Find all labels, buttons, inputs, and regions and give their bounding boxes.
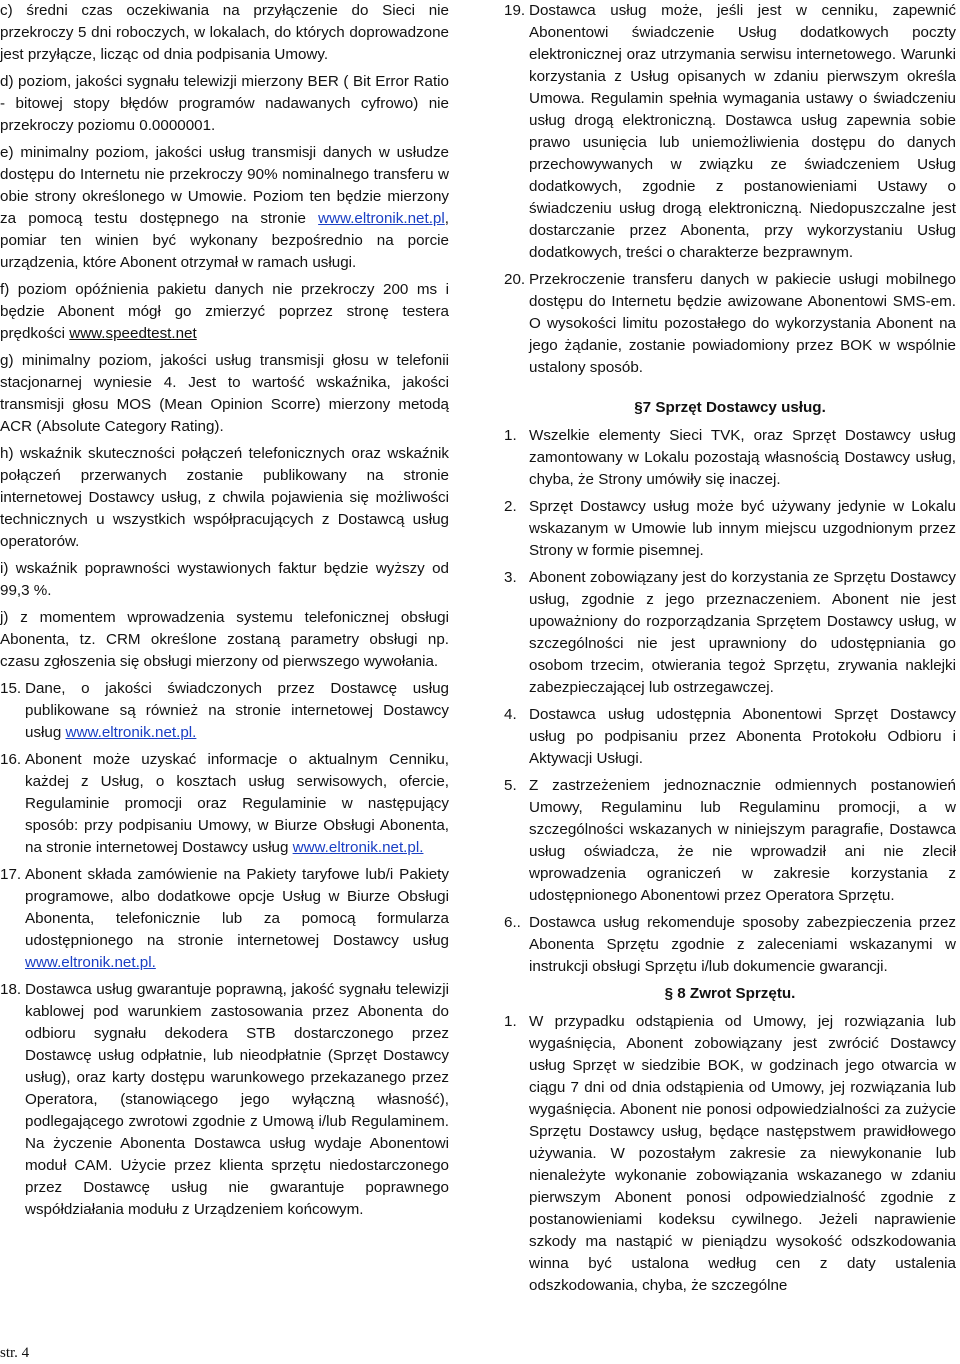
paragraph-f-text: f) poziom opóźnienia pakietu danych nie przekroczy 200 ms i będzie Abonent mógł go zmierzyć poprzez stronę testera prędkości — [0, 281, 449, 342]
paragraph-e — [0, 142, 449, 274]
item-text: Dostawca usług udostępnia Abonentowi Sprzęt Dostawcy usług po podpisaniu przez Abonenta Protokołu Odbioru i Aktywacji Usługi. — [529, 706, 956, 767]
list-item-15 — [0, 678, 449, 744]
item-number: 2. — [504, 498, 517, 515]
item-number: 6.. — [504, 914, 521, 931]
item-text: Przekroczenie transferu danych w pakiecie usługi mobilnego dostępu do Internetu będzie awizowane Abonentowi SMS-em. O wysokości limitu pozostałego do wykorzystania Abonent na jego żądanie, zostanie powiadomiony przez BOK w wspólnie ustalony sposób. — [529, 271, 956, 376]
list-item-16 — [0, 749, 449, 859]
section-7-item — [504, 775, 956, 907]
item-number: 19. — [504, 2, 526, 19]
left-column — [0, 0, 449, 1226]
paragraph-d: d) poziom, jakości sygnału telewizji mierzony BER ( Bit Error Ratio - bitowej stopy błędów programów nadawanych cyfrowo) nie przekroczy poziomu 0.0000001. — [0, 73, 449, 134]
item-number: 15. — [0, 680, 22, 697]
item-text: Wszelkie elementy Sieci TVK, oraz Sprzęt Dostawcy usług zamontowany w Lokalu pozostają własnością Dostawcy usług, chyba, że Strony umówiły się inaczej. — [529, 427, 956, 488]
paragraph-g: g) minimalny poziom, jakości usług transmisji głosu w telefonii stacjonarnej wyniesie 4. Jest to wartość wskaźnika, jakości transmisji głosu MOS (Mean Opinion Scorre) mierzony metodą ACR (Absolute Category Rating). — [0, 352, 449, 435]
paragraph-f — [0, 279, 449, 345]
paragraph-j: j) z momentem wprowadzenia systemu telefonicznej obsługi Abonenta, tz. CRM określone zostaną parametry obsługi np. czasu zgłoszenia się obsługi mierzony od pierwszego wywołania. — [0, 609, 449, 670]
item-body — [25, 864, 449, 974]
item-number: 4. — [504, 706, 517, 723]
paragraph-e-after: , pomiar ten winien być wykonany bezpośrednio na porcie urządzenia, które Abonent otrzymał w ramach usługi. — [0, 210, 449, 271]
item-number: 20. — [504, 271, 526, 288]
list-item-19 — [504, 0, 956, 264]
section-7-item — [504, 567, 956, 699]
section-7-item — [504, 912, 956, 978]
item-text: Abonent może uzyskać informacje o aktualnym Cenniku, każdej z Usług, o kosztach usług serwisowych, ofercie, Regulaminie promocji oraz Regulaminie w następujący sposób: przy podpisaniu Umowy, w Biurze Obsługi Abonenta, na stronie internetowej Dostawcy usług — [25, 751, 449, 856]
item-text: Sprzęt Dostawcy usług może być używany jedynie w Lokalu wskazanym w Umowie lub innym miejscu uzgodnionym przez Strony w formie pisemnej. — [529, 498, 956, 559]
item-number: 17. — [0, 866, 22, 883]
item-text: Abonent składa zamówienie na Pakiety taryfowe lub/i Pakiety programowe, albo dodatkowe opcje Usług w Biurze Obsługi Abonenta, telefonicznie lub za pomocą formularza udostępnionego na stronie internetowej Dostawcy usług — [25, 866, 449, 949]
item-text: Z zastrzeżeniem jednoznacznie odmiennych postanowień Umowy, Regulaminu lub Regulaminu promocji, a w szczególności wskazanych w niniejszym paragrafie, Dostawca usług oświadcza, że nie wprowadził ani nie zlecił wprowadzenia ograniczeń w zakresie korzystania z udostępnionego Abonentowi przez Operatora Sprzętu. — [529, 777, 956, 904]
paragraph-i: i) wskaźnik poprawności wystawionych faktur będzie wyższy od 99,3 %. — [0, 560, 449, 599]
paragraph-c: c) średni czas oczekiwania na przyłączenie do Sieci nie przekroczy 5 dni roboczych, w lokalach, do których doprowadzone jest przyłącze, licząc od dnia podpisania Umowy. — [0, 2, 449, 63]
item-body — [25, 678, 449, 744]
section-7-list — [504, 425, 956, 978]
item-text: W przypadku odstąpienia od Umowy, jej rozwiązania lub wygaśnięcia, Abonent zobowiązany jest zwrócić Dostawcy usług Sprzęt w siedzibie BOK, w godzinach jego otwarcia w ciągu 7 dni od dnia odstąpienia od Umowy, jej rozwiązania lub wygaśnięcia. Abonent nie ponosi odpowiedzialności za zużycie Sprzętu Dostawcy usług, będące następstwem prawidłowego używania. W pozostałym zakresie za niewykonanie lub nienależyte wykonanie zobowiązania wskazanego w zdaniu pierwszym Abonent ponosi odpowiedzialność zgodnie z postanowieniami kodeksu cywilnego. Jeżeli naprawienie szkody ma nastąpić w pieniądzu wysokość odszkodowania winna być ustalona według cen z daty ustalenia odszkodowania, chyba, że szczególne — [529, 1013, 956, 1294]
item-number: 18. — [0, 981, 22, 998]
speedtest-link[interactable]: www.speedtest.net — [69, 325, 197, 342]
item-text: Dostawca usług gwarantuje poprawną, jakość sygnału telewizji kablowej pod warunkiem zastosowania przez Abonenta do odbioru sygnału dekodera STB dostarczonego przez Dostawcę usług odpłatnie, lub nieodpłatnie (Sprzęt Dostawcy usług), oraz karty dostępu warunkowego przekazanego przez Operatora, (stanowiącego jego wyłączną własność), podlegającego zwrotowi zgodnie z Umową i/lub Regulaminem. Na życzenie Abonenta Dostawca usług wydaje Abonentowi moduł CAM. Użycie przez klienta sprzętu niedostarczonego przez Dostawcę usług nie gwarantuje poprawnego współdziałania modułu z Urządzeniem końcowym. — [25, 981, 449, 1218]
eltronik-link[interactable]: www.eltronik.net.pl — [318, 210, 445, 227]
eltronik-link[interactable]: www.eltronik.net.pl. — [292, 839, 424, 856]
item-text: Dane, o jakości świadczonych przez Dostawcę usług publikowane są również na stronie internetowej Dostawcy usług — [25, 680, 449, 741]
item-number: 1. — [504, 1013, 517, 1030]
list-item-17 — [0, 864, 449, 974]
page-number: str. 4 — [0, 1345, 30, 1361]
item-number: 1. — [504, 427, 517, 444]
section-7-item — [504, 425, 956, 491]
section-8-heading: § 8 Zwrot Sprzętu. — [664, 985, 796, 1002]
item-number: 5. — [504, 777, 517, 794]
item-text: Dostawca usług może, jeśli jest w cenniku, zapewnić Abonentowi świadczenie Usług dodatkowych poczty elektronicznej oraz utrzymania serwisu internetowego. Warunki korzystania z Usług opisanych w zdaniu pierwszym określa Umowa. Regulamin spełnia wymagania ustawy o świadczeniu usług drogą elektroniczną. Dostawca usług zapewnia sobie prawo usunięcia lub uniemożliwienia dostępu do danych przechowywanych w związku ze świadczeniem Usług dodatkowych, zgodnie z postanowieniami Ustawy o świadczeniu usług drogą elektroniczną. Niedopuszczalne jest dostarczanie przez Abonenta, przy wykorzystaniu Usług dodatkowych, treści o charakterze bezprawnym. — [529, 2, 956, 261]
item-number: 3. — [504, 569, 517, 586]
list-item-20 — [504, 269, 956, 379]
paragraph-h: h) wskaźnik skuteczności połączeń telefonicznych oraz wskaźnik połączeń przerwanych zostanie publikowany na stronie internetowej Dostawcy usług, z chwila pojawienia się możliwości technicznych u wszystkich współpracujących z Dostawcą usług operatorów. — [0, 445, 449, 550]
eltronik-link[interactable]: www.eltronik.net.pl. — [65, 724, 197, 741]
paragraph-e-text: e) minimalny poziom, jakości usług transmisji danych w usłudze dostępu do Internetu nie przekroczy 90% nominalnego transferu w obie strony określonego w Umowie. Poziom ten będzie mierzony za pomocą testu dostępnego na stronie — [0, 144, 449, 227]
section-7-item — [504, 704, 956, 770]
item-text: Dostawca usług rekomenduje sposoby zabezpieczenia przez Abonenta Sprzętu zgodnie z zaleceniami wskazanymi w instrukcji obsługi Sprzętu i/lub dokumencie gwarancji. — [529, 914, 956, 975]
item-text: Abonent zobowiązany jest do korzystania ze Sprzętu Dostawcy usług, zgodnie z jego przeznaczeniem. Abonent nie jest upoważniony do rozporządzania Sprzętem Dostawcy usług, w szczególności nie jest uprawniony do udostępniania go osobom trzecim, otwierania tegoż Sprzętu, zrywania naklejki zabezpieczającej lub ostrzegawczej. — [529, 569, 956, 696]
list-item-18 — [0, 979, 449, 1221]
section-8-item-1 — [504, 1011, 956, 1297]
right-column — [504, 0, 956, 1302]
item-body — [25, 749, 449, 859]
eltronik-link[interactable]: www.eltronik.net.pl. — [25, 954, 156, 971]
section-7-heading: §7 Sprzęt Dostawcy usług. — [634, 399, 826, 416]
section-7-item — [504, 496, 956, 562]
item-number: 16. — [0, 751, 22, 768]
